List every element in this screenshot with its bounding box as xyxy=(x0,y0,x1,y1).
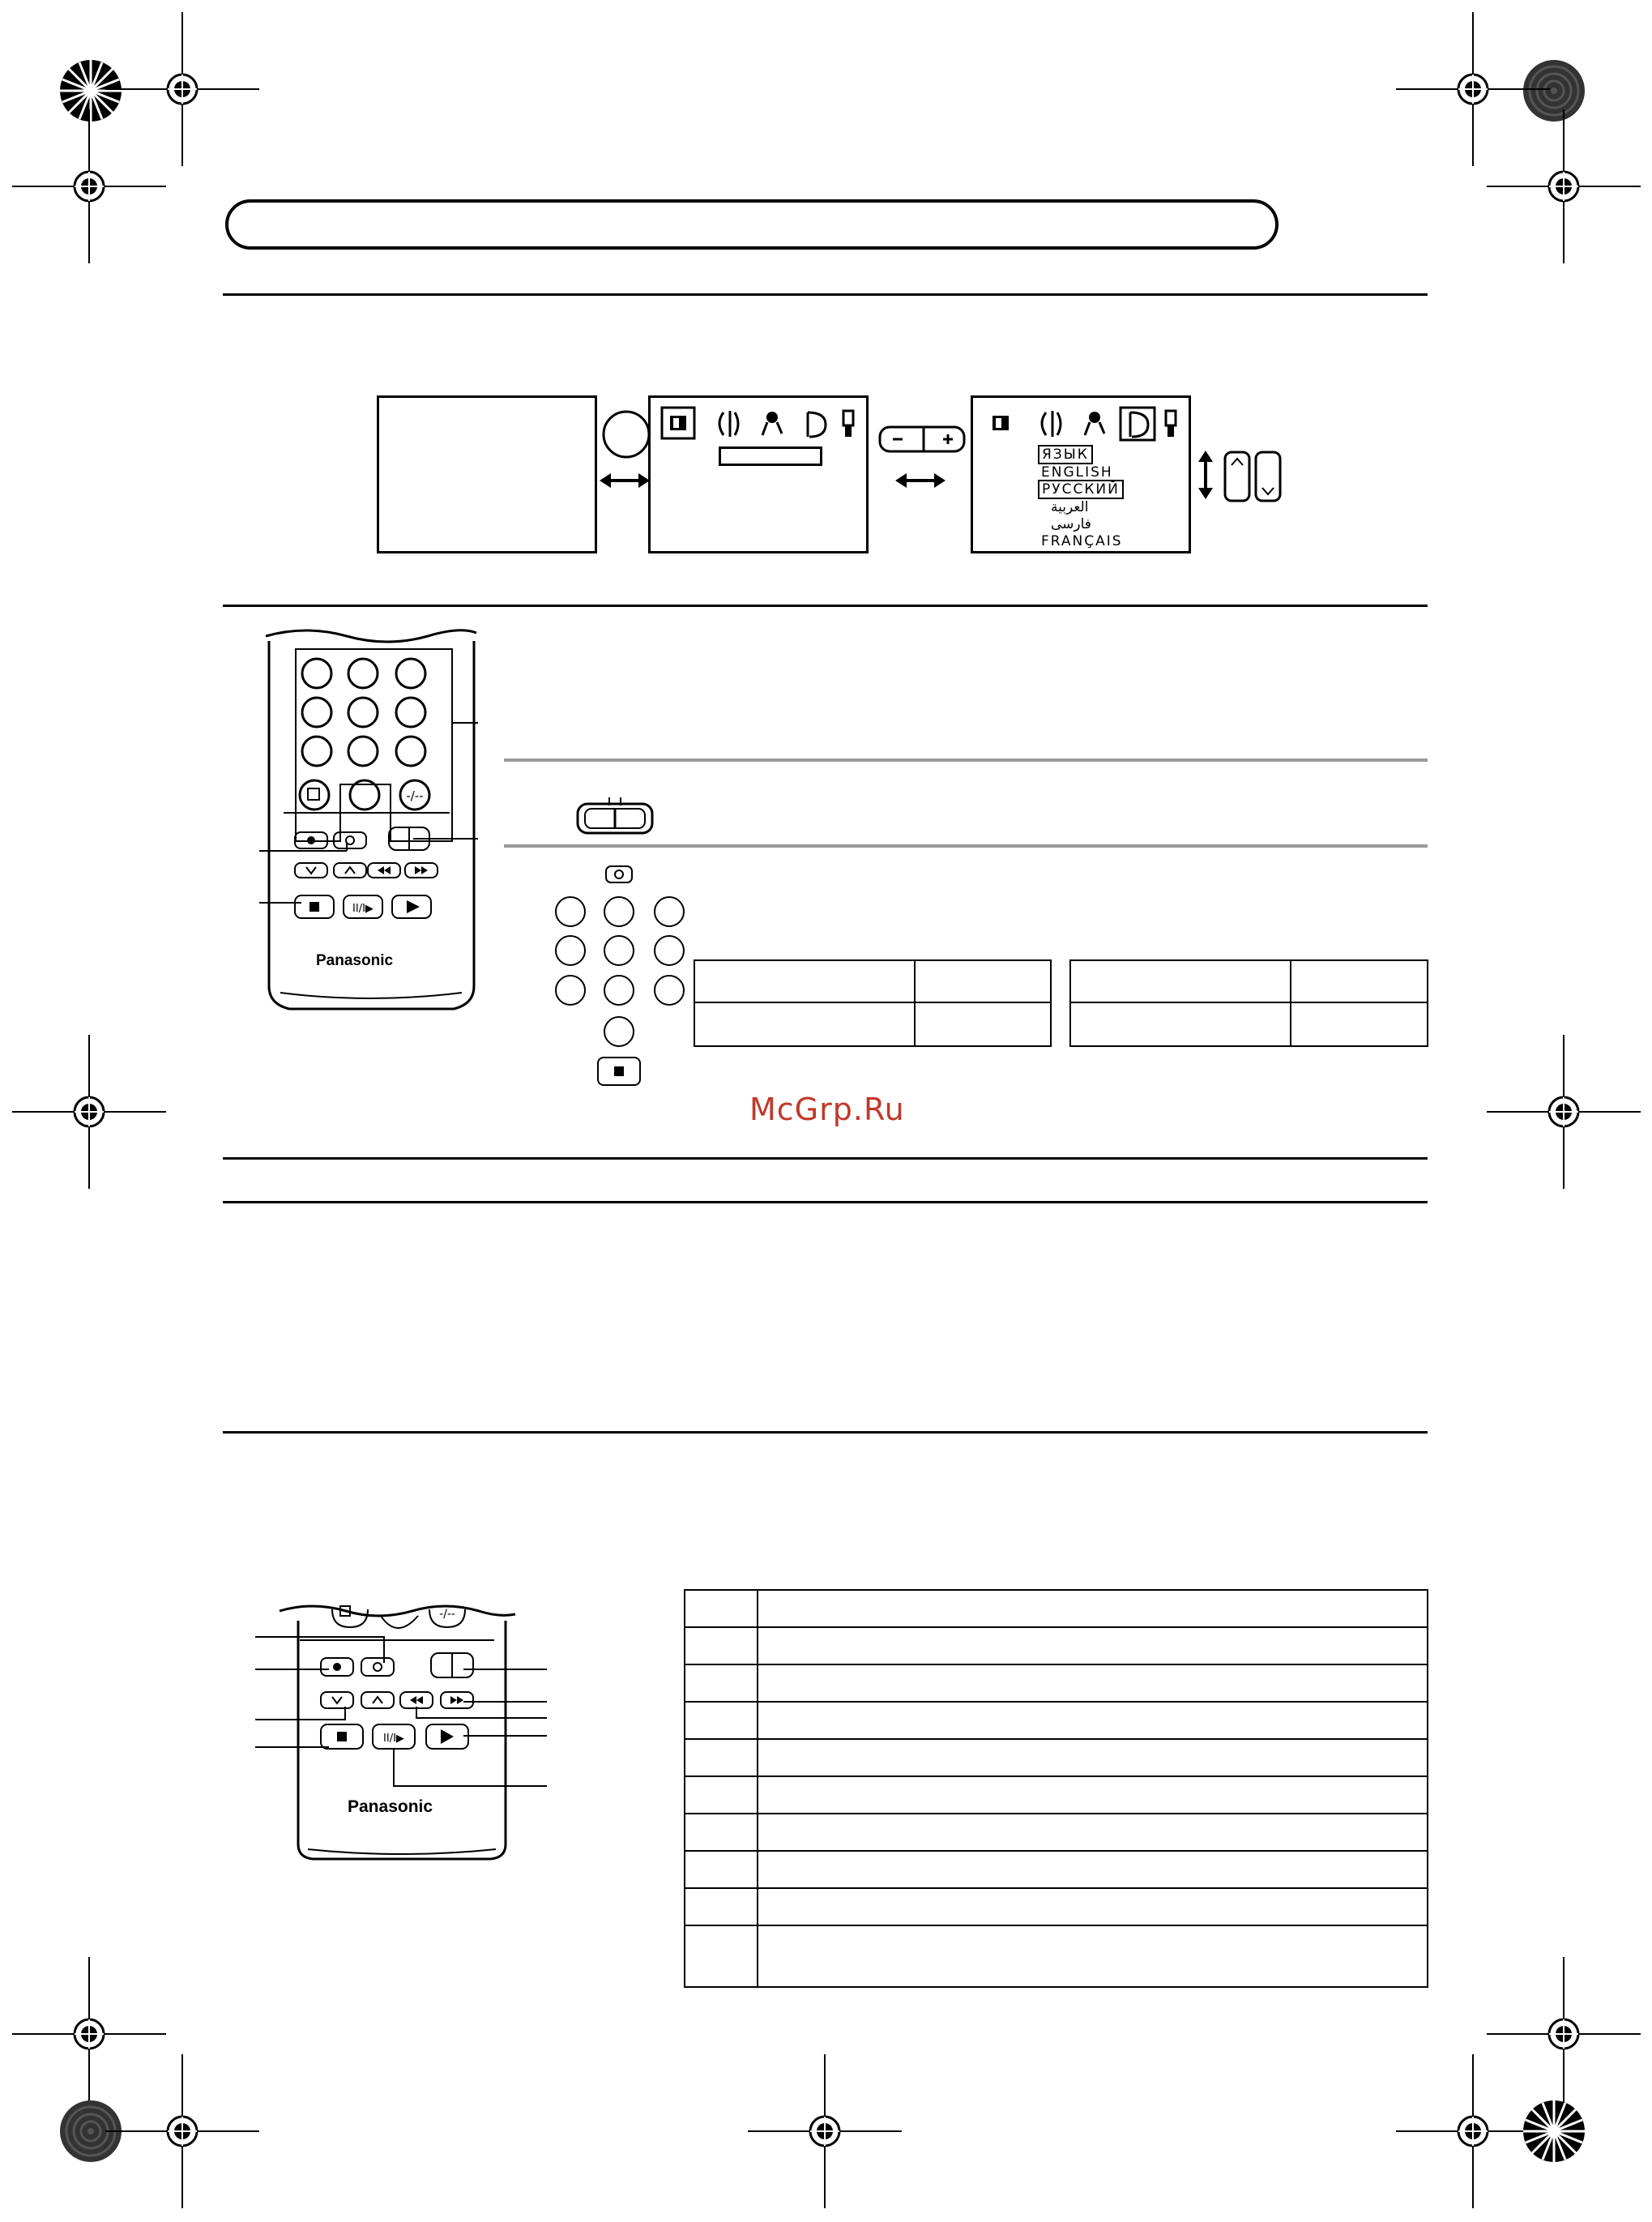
section-rule-5 xyxy=(223,1431,1428,1434)
menu-icons-row-2 xyxy=(983,406,1185,443)
table-row xyxy=(685,1664,1428,1702)
section-rule-4 xyxy=(223,1201,1428,1203)
table-row xyxy=(685,1814,1428,1851)
svg-text:II/I▶: II/I▶ xyxy=(352,903,374,915)
table-row xyxy=(685,1590,1428,1627)
svg-text:II/I▶: II/I▶ xyxy=(383,1733,404,1745)
double-arrow-icon-2 xyxy=(895,468,946,493)
function-table xyxy=(684,1589,1428,1988)
mini-keypad-icon xyxy=(551,863,693,1090)
lock-switch-icon xyxy=(575,797,656,836)
double-arrow-icon xyxy=(600,468,650,493)
menu-highlight-bar xyxy=(719,447,822,466)
language-option-english: ENGLISH xyxy=(1041,464,1113,481)
table-row xyxy=(685,1739,1428,1776)
subsection-rule-1 xyxy=(504,758,1428,762)
table-row xyxy=(685,1776,1428,1814)
table-row xyxy=(685,1702,1428,1739)
subsection-rule-2 xyxy=(504,844,1428,848)
chapter-title-bar xyxy=(225,199,1278,250)
volume-button-icon xyxy=(878,425,966,454)
remote-brand-label-2: Panasonic xyxy=(348,1797,433,1816)
code-table-right xyxy=(1069,959,1428,1047)
remote-control-detail xyxy=(251,1603,551,1878)
section-rule-1 xyxy=(223,293,1428,296)
watermark-text: McGrp.Ru xyxy=(749,1092,905,1127)
up-down-arrow-icon xyxy=(1196,451,1215,499)
svg-text:-/--: -/-- xyxy=(406,788,424,803)
section-rule-3 xyxy=(223,1157,1428,1160)
language-option-farsi: فارسی xyxy=(1051,516,1091,532)
table-row xyxy=(685,1888,1428,1925)
up-down-button-icon xyxy=(1223,451,1282,502)
table-row xyxy=(685,1627,1428,1664)
menu-button-icon xyxy=(601,409,651,459)
tv-screen-blank xyxy=(377,395,597,553)
table-row xyxy=(685,1851,1428,1888)
remote-brand-label: Panasonic xyxy=(316,952,394,969)
section-rule-2 xyxy=(223,605,1428,607)
tv-screen-language-menu xyxy=(971,395,1191,553)
language-option-russian: РУССКИЙ xyxy=(1038,480,1124,499)
menu-icons-row xyxy=(660,406,863,443)
language-option-french: FRANÇAIS xyxy=(1041,533,1123,549)
tv-screen-main-menu xyxy=(648,395,869,553)
language-option-arabic: العربية xyxy=(1051,499,1089,515)
table-row xyxy=(685,1925,1428,1987)
code-table-left xyxy=(694,959,1052,1047)
language-heading: ЯЗЫК xyxy=(1038,445,1093,464)
svg-text:-/--: -/-- xyxy=(439,1608,455,1621)
